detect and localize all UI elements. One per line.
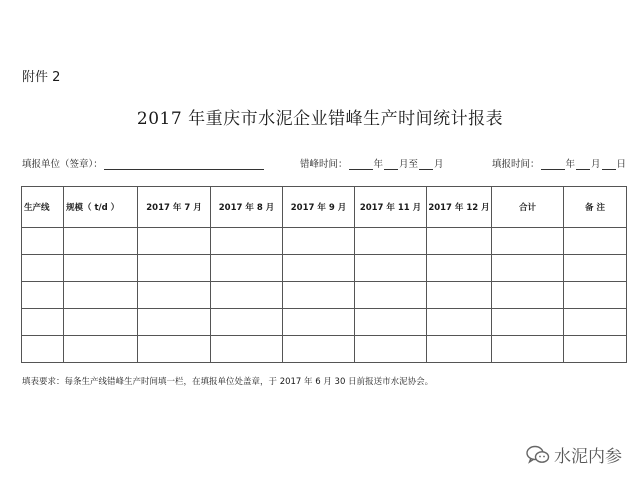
table-cell[interactable] [22, 282, 64, 309]
reporting-unit-blank [104, 159, 264, 170]
header-november: 2017 年 11 月 [355, 187, 427, 228]
table-cell[interactable] [64, 228, 138, 255]
table-row [22, 228, 627, 255]
table-cell[interactable] [211, 309, 283, 336]
table-cell[interactable] [283, 255, 355, 282]
table-cell[interactable] [138, 282, 211, 309]
report-day-blank [602, 159, 616, 170]
report-year-blank [541, 159, 565, 170]
header-december: 2017 年 12 月 [427, 187, 492, 228]
table-cell[interactable] [64, 336, 138, 363]
header-july: 2017 年 7 月 [138, 187, 211, 228]
header-total: 合计 [492, 187, 564, 228]
table-cell[interactable] [64, 282, 138, 309]
reporting-unit-field [22, 156, 265, 170]
table-cell[interactable] [138, 228, 211, 255]
table-row [22, 282, 627, 309]
period-month-text: 月 [434, 159, 444, 170]
table-cell[interactable] [283, 282, 355, 309]
report-month-text: 月 [591, 159, 601, 170]
table-cell[interactable] [492, 282, 564, 309]
table-row [22, 336, 627, 363]
table-cell[interactable] [22, 228, 64, 255]
table-row [22, 309, 627, 336]
header-september: 2017 年 9 月 [283, 187, 355, 228]
table-cell[interactable] [427, 228, 492, 255]
table-row [22, 255, 627, 282]
period-month-to-text: 月至 [399, 159, 419, 170]
table-cell[interactable] [492, 309, 564, 336]
wechat-icon [526, 444, 550, 466]
header-production-line: 生产线 [22, 187, 64, 228]
header-remarks: 备 注 [564, 187, 627, 228]
table-cell[interactable] [355, 336, 427, 363]
header-capacity: 规模（ t/d ） [64, 187, 138, 228]
table-cell[interactable] [427, 336, 492, 363]
table-cell[interactable] [564, 228, 627, 255]
table-cell[interactable] [283, 228, 355, 255]
table-cell[interactable] [22, 255, 64, 282]
watermark [526, 442, 622, 467]
watermark-text: 水泥内参 [554, 447, 622, 467]
table-cell[interactable] [564, 309, 627, 336]
table-cell[interactable] [355, 228, 427, 255]
table-cell[interactable] [492, 255, 564, 282]
report-date-field [492, 156, 626, 170]
table-cell[interactable] [564, 255, 627, 282]
page-title: 2017 年重庆市水泥企业错峰生产时间统计报表 [136, 109, 504, 129]
period-year-blank [349, 159, 373, 170]
period-start-month-blank [384, 159, 398, 170]
reporting-unit-label: 填报单位（签章）： [22, 159, 103, 170]
table-cell[interactable] [64, 309, 138, 336]
table-cell[interactable] [138, 336, 211, 363]
table-header-row [22, 187, 627, 228]
table-cell[interactable] [355, 255, 427, 282]
table-cell[interactable] [211, 255, 283, 282]
period-year-text: 年 [373, 159, 384, 170]
table-cell[interactable] [492, 228, 564, 255]
report-year-text: 年 [565, 159, 576, 170]
statistics-table [21, 186, 627, 363]
report-month-blank [576, 159, 590, 170]
report-date-label: 填报时间： [492, 159, 540, 170]
table-cell[interactable] [427, 255, 492, 282]
table-cell[interactable] [211, 282, 283, 309]
table-cell[interactable] [564, 336, 627, 363]
table-cell[interactable] [211, 336, 283, 363]
table-cell[interactable] [138, 255, 211, 282]
table-cell[interactable] [564, 282, 627, 309]
table-cell[interactable] [283, 309, 355, 336]
attachment-label: 附件 2 [22, 70, 61, 85]
off-peak-period-field [300, 156, 444, 170]
filling-requirements-note: 填表要求：每条生产线错峰生产时间填一栏，在填报单位处盖章，于 2017 年 6 月 30 日前报送市水泥协会。 [22, 377, 434, 387]
off-peak-period-label: 错峰时间： [300, 159, 348, 170]
table-cell[interactable] [64, 255, 138, 282]
report-day-text: 日 [616, 159, 627, 170]
table-cell[interactable] [427, 282, 492, 309]
table-cell[interactable] [138, 309, 211, 336]
table-cell[interactable] [22, 309, 64, 336]
table-cell[interactable] [355, 282, 427, 309]
table-cell[interactable] [22, 336, 64, 363]
period-end-month-blank [419, 159, 433, 170]
table-cell[interactable] [211, 228, 283, 255]
table-cell[interactable] [283, 336, 355, 363]
table-cell[interactable] [427, 309, 492, 336]
table-cell[interactable] [492, 336, 564, 363]
header-august: 2017 年 8 月 [211, 187, 283, 228]
table-cell[interactable] [355, 309, 427, 336]
